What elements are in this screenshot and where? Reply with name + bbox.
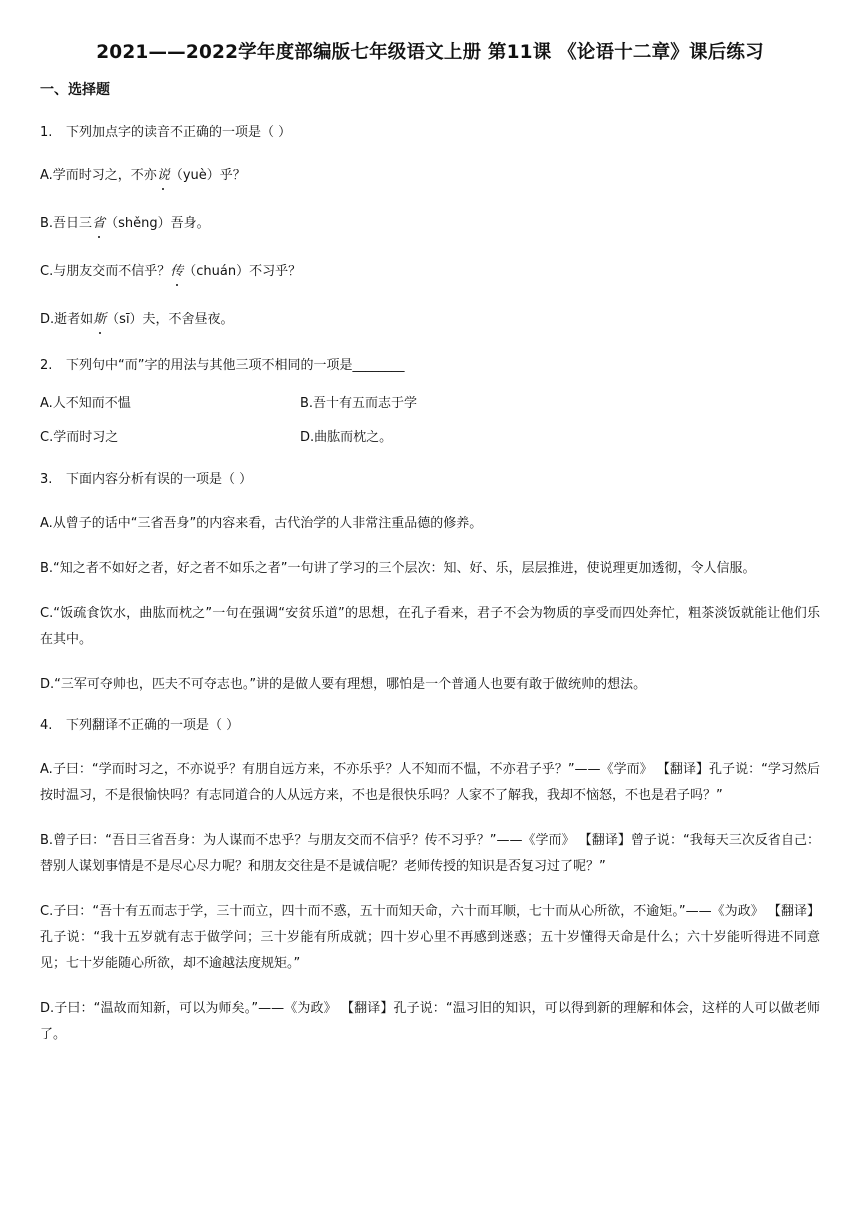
option-a: A.子曰：“学而时习之，不亦说乎？有朋自远方来，不亦乐乎？人不知而不愠，不亦君子乎？”——《学而》 【翻译】孔子说：“学习然后按时温习，不是很愉快吗？有志同道合的人从远方来，不也是很快乐吗？人家不了解我，我却不恼怒，不也是君子吗？” [40, 762, 820, 803]
question-text: 下列句中“而”字的用法与其他三项不相同的一项是________ [66, 358, 405, 373]
page-title: 2021——2022学年度部编版七年级语文上册 第11课 《论语十二章》课后练习 [96, 42, 764, 63]
question-number: 2. [40, 358, 53, 373]
option-b [40, 212, 820, 236]
option-a [40, 164, 820, 188]
dotted-character: 斯 [93, 312, 107, 327]
dotted-character: 传 [170, 264, 184, 279]
dotted-character: 省 [92, 216, 106, 231]
option-c: C.子曰：“吾十有五而志于学，三十而立，四十而不惑，五十而知天命，六十而耳顺，七十而从心所欲，不逾矩。”——《为政》 【翻译】孔子说：“我十五岁就有志于做学问；三十岁能有所成就；四十岁心里不再感到迷惑；五十岁懂得天命是什么；六十岁能听得进不同意见；七十岁能随心所欲，却不逾越法度规矩。” [40, 904, 820, 971]
question-text: 下面内容分析有误的一项是（ ） [66, 472, 253, 487]
option-a: A.人不知而不愠 [40, 396, 131, 411]
option-text: （yuè）乎？ [169, 168, 246, 183]
option-text: （chuán）不习乎？ [183, 264, 302, 279]
option-text: C.与朋友交而不信乎？ [40, 264, 171, 279]
option-b: B.“知之者不如好之者，好之者不如乐之者”一句讲了学习的三个层次：知、好、乐，层层推进，使说理更加透彻，令人信服。 [40, 561, 756, 576]
question-stem [40, 354, 820, 378]
question-number: 4. [40, 718, 53, 733]
section-heading: 一、选择题 [40, 82, 110, 98]
question-stem [40, 714, 820, 738]
option-row [40, 426, 820, 450]
option-d [40, 308, 820, 332]
option-b: B.吾十有五而志于学 [300, 396, 418, 411]
dotted-character: 说 [156, 168, 170, 183]
option-c: C.“饭疏食饮水，曲肱而枕之”一句在强调“安贫乐道”的思想，在孔子看来，君子不会为物质的享受而四处奔忙，粗茶淡饭就能让他们乐在其中。 [40, 606, 820, 647]
option-a: A.从曾子的话中“三省吾身”的内容来看，古代治学的人非常注重品德的修养。 [40, 516, 483, 531]
option-d: D.子曰：“温故而知新，可以为师矣。”——《为政》 【翻译】孔子说：“温习旧的知识，可以得到新的理解和体会，这样的人可以做老师了。 [40, 1001, 820, 1042]
option-b: B.曾子曰：“吾日三省吾身：为人谋而不忠乎？与朋友交而不信乎？传不习乎？”——《学而》 【翻译】曾子说：“我每天三次反省自己：替别人谋划事情是不是尽心尽力呢？和朋友交往是不是诚信呢？老师传授的知识是否复习过了呢？” [40, 833, 820, 874]
question-1 [40, 121, 820, 332]
question-4 [40, 714, 820, 1048]
option-text: B.吾日三 [40, 216, 93, 231]
question-stem [40, 468, 820, 492]
option-text: D.逝者如 [40, 312, 94, 327]
question-text: 下列翻译不正确的一项是（ ） [66, 718, 240, 733]
option-row [40, 392, 820, 416]
option-text: （shěng）吾身。 [105, 216, 210, 231]
option-text: （sī）夫，不舍昼夜。 [106, 312, 234, 327]
question-stem [40, 121, 820, 145]
option-c: C.学而时习之 [40, 430, 119, 445]
question-number: 3. [40, 472, 53, 487]
question-2 [40, 354, 820, 450]
question-number: 1. [40, 125, 53, 140]
option-c [40, 260, 820, 284]
option-d: D.曲肱而枕之。 [300, 430, 393, 445]
option-d: D.“三军可夺帅也，匹夫不可夺志也。”讲的是做人要有理想，哪怕是一个普通人也要有敢于做统帅的想法。 [40, 677, 647, 692]
question-3 [40, 468, 820, 698]
option-text: A.学而时习之，不亦 [40, 168, 157, 183]
question-text: 下列加点字的读音不正确的一项是（ ） [66, 125, 292, 140]
